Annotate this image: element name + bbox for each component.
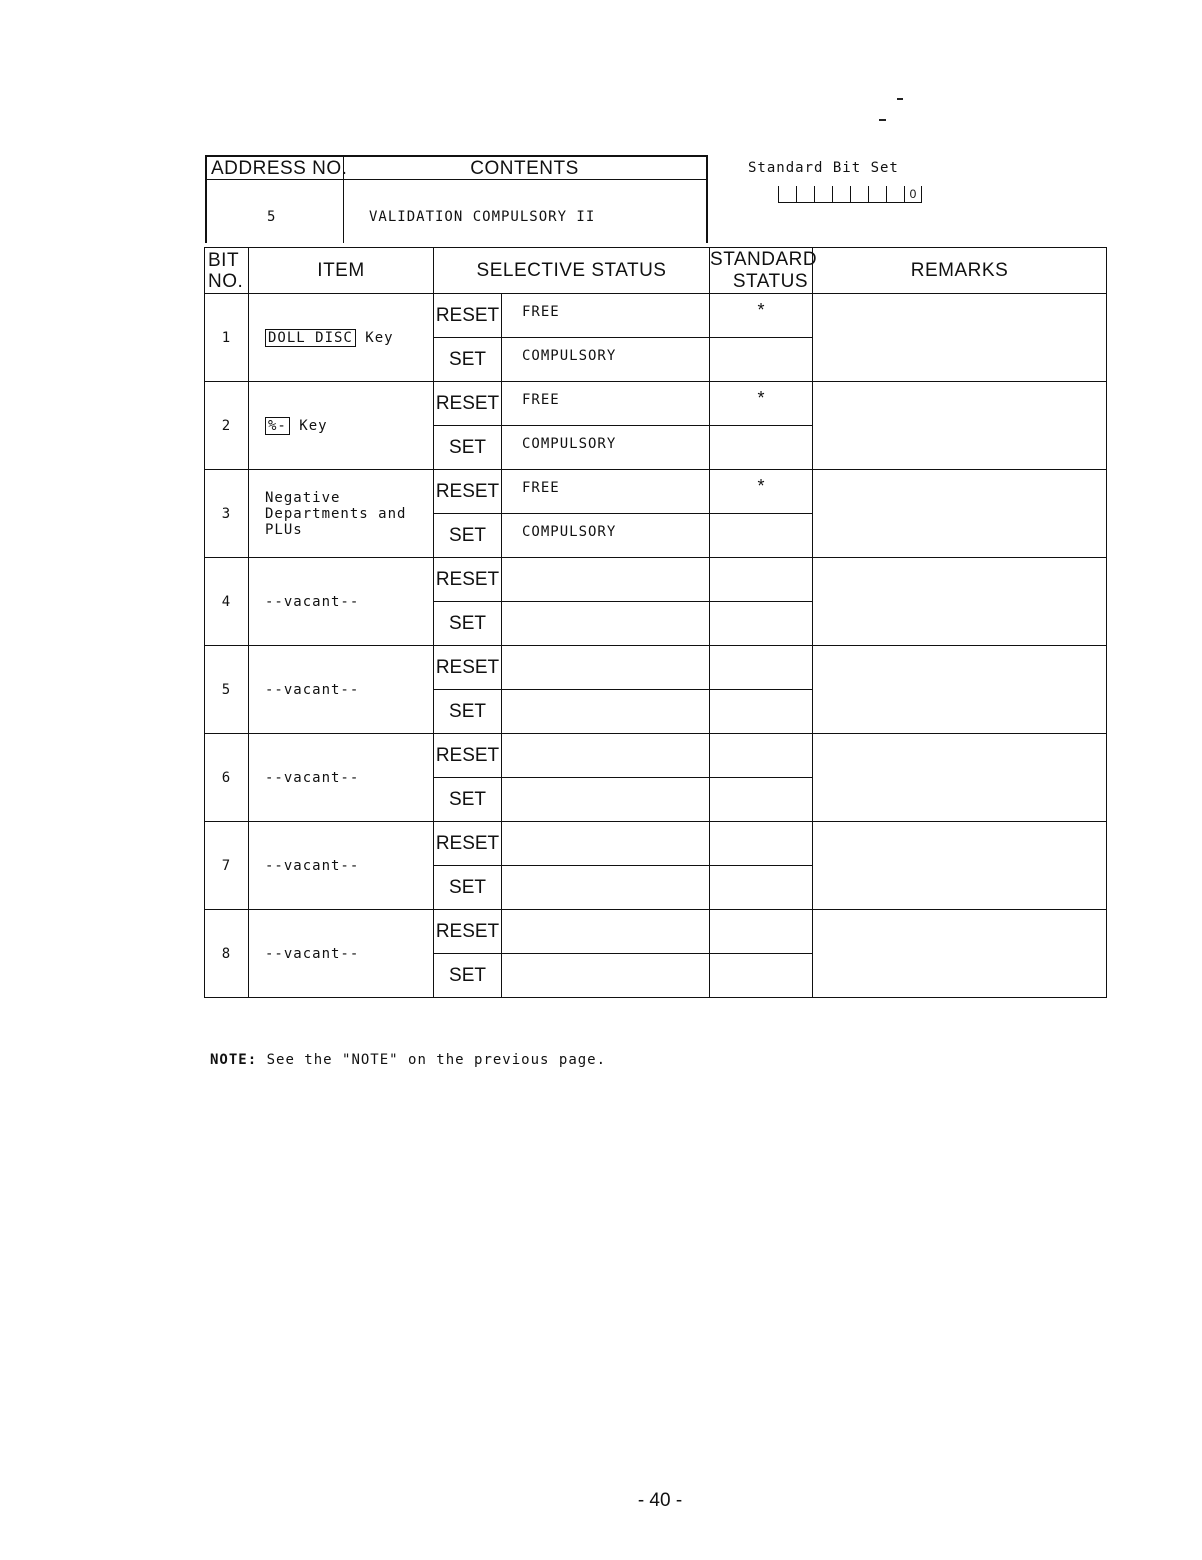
reset-value [502,822,710,866]
item-cell [249,734,434,822]
set-label: SET [434,778,502,822]
item-text: --vacant-- [265,769,360,786]
table-row [205,822,1107,866]
reset-label: RESET [434,822,502,866]
reset-value [502,646,710,690]
standard-bit-set-boxes [778,186,922,203]
item-cell [249,910,434,998]
set-standard-mark [710,954,813,998]
set-label: SET [434,866,502,910]
bit-box [886,186,904,203]
set-standard-mark [710,338,813,382]
set-value [502,866,710,910]
table-row [205,382,1107,426]
item-header: ITEM [249,248,434,294]
bit-number: 7 [205,822,249,910]
reset-label: RESET [434,382,502,426]
set-value [502,778,710,822]
remarks-cell [813,822,1107,910]
bit-box [814,186,832,203]
reset-standard-mark: * [710,294,813,338]
key-label: DOLL DISC [265,329,356,347]
item-cell [249,822,434,910]
item-text: Negative Departments and PLUs [265,489,407,538]
standard-status-header: STANDARD STATUS [710,248,818,292]
set-standard-mark [710,602,813,646]
page-number: - 40 - [637,1490,683,1511]
set-standard-mark [710,690,813,734]
item-cell [249,646,434,734]
address-no-label: ADDRESS NO. [211,158,348,179]
address-no-value: 5 [267,209,277,225]
reset-label: RESET [434,294,502,338]
scan-mark [879,119,886,121]
bit-box [850,186,868,203]
bit-number: 8 [205,910,249,998]
remarks-cell [813,910,1107,998]
bit-no-header: BIT NO. [205,248,249,294]
contents-value: VALIDATION COMPULSORY II [369,209,596,225]
table-row [205,470,1107,514]
set-label: SET [434,514,502,558]
remarks-cell [813,734,1107,822]
set-value [502,690,710,734]
reset-label: RESET [434,734,502,778]
contents-label: CONTENTS [470,158,579,179]
note [210,1052,606,1068]
bit-box [832,186,850,203]
reset-standard-mark: * [710,382,813,426]
set-label: SET [434,954,502,998]
set-value: COMPULSORY [502,514,710,558]
item-cell [249,382,434,470]
remarks-cell [813,382,1107,470]
bit-number: 4 [205,558,249,646]
remarks-cell [813,470,1107,558]
item-text: --vacant-- [265,857,360,874]
table-row [205,910,1107,954]
set-standard-mark [710,514,813,558]
item-text: Key [365,329,394,346]
item-text: Key [299,417,328,434]
set-standard-mark [710,778,813,822]
set-value: COMPULSORY [502,426,710,470]
address-contents-box [205,155,708,243]
bit-number: 5 [205,646,249,734]
reset-standard-mark [710,822,813,866]
set-value: COMPULSORY [502,338,710,382]
bit-number: 2 [205,382,249,470]
table-row [205,734,1107,778]
reset-standard-mark [710,558,813,602]
reset-value: FREE [502,470,710,514]
set-value [502,602,710,646]
bit-box [778,186,796,203]
set-label: SET [434,426,502,470]
reset-label: RESET [434,910,502,954]
bit-box [868,186,886,203]
table-row [205,646,1107,690]
reset-standard-mark [710,734,813,778]
bit-box [796,186,814,203]
table-row [205,558,1107,602]
reset-standard-mark [710,910,813,954]
set-standard-mark [710,866,813,910]
reset-standard-mark [710,646,813,690]
reset-value [502,558,710,602]
remarks-header: REMARKS [813,248,1107,294]
remarks-cell [813,294,1107,382]
key-label: %- [265,417,290,435]
remarks-cell [813,646,1107,734]
reset-value: FREE [502,382,710,426]
bit-number: 3 [205,470,249,558]
table-row [205,294,1107,338]
reset-value [502,734,710,778]
note-text: See the "NOTE" on the previous page. [266,1052,607,1068]
bit-box: 0 [904,186,922,203]
reset-label: RESET [434,558,502,602]
item-text: --vacant-- [265,945,360,962]
remarks-cell [813,558,1107,646]
note-label: NOTE: [210,1052,258,1068]
reset-value: FREE [502,294,710,338]
item-text: --vacant-- [265,681,360,698]
set-label: SET [434,602,502,646]
bit-number: 1 [205,294,249,382]
set-label: SET [434,338,502,382]
reset-label: RESET [434,470,502,514]
bit-number: 6 [205,734,249,822]
bit-settings-table [204,247,1107,998]
table-body [205,294,1107,998]
scan-mark [897,98,903,100]
set-label: SET [434,690,502,734]
reset-standard-mark: * [710,470,813,514]
standard-bit-set-title: Standard Bit Set [748,160,899,176]
item-cell [249,558,434,646]
set-standard-mark [710,426,813,470]
item-cell [249,470,434,558]
reset-label: RESET [434,646,502,690]
selective-status-header: SELECTIVE STATUS [434,248,710,294]
reset-value [502,910,710,954]
item-text: --vacant-- [265,593,360,610]
item-cell [249,294,434,382]
set-value [502,954,710,998]
table-header-row [205,248,1107,294]
